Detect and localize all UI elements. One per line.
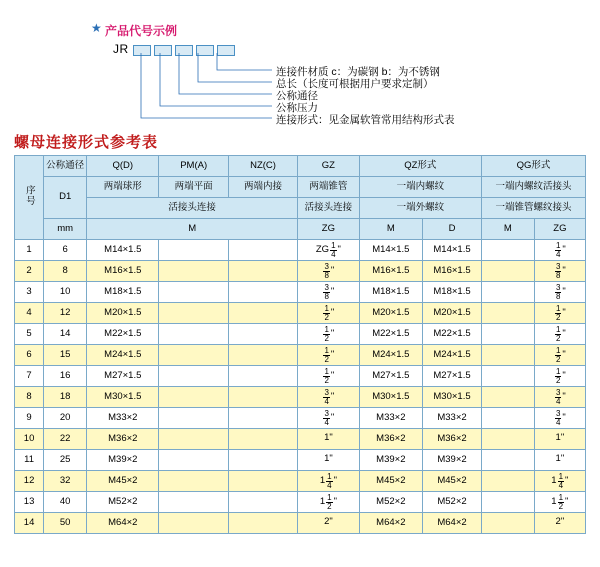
cell-qg-m bbox=[482, 408, 535, 429]
table-row bbox=[15, 366, 586, 387]
cell-gz: 1" bbox=[298, 450, 359, 471]
cell-qz-m: M20×1.5 bbox=[359, 303, 422, 324]
cell-dn: 40 bbox=[44, 492, 87, 513]
cell-gz: 1 $\frac{1}{2}$ " bbox=[298, 492, 359, 513]
cell-q: M22×1.5 bbox=[87, 324, 159, 345]
cell-qg-zg: $\frac{3}{4}$ " bbox=[534, 387, 585, 408]
cell-gz: $\frac{3}{4}$ " bbox=[298, 387, 359, 408]
cell-qz-m: M39×2 bbox=[359, 450, 422, 471]
product-code-prefix: JR bbox=[113, 42, 129, 56]
cell-qg-m bbox=[482, 450, 535, 471]
cell-seq: 7 bbox=[15, 366, 44, 387]
cell-nz bbox=[228, 261, 297, 282]
cell-qg-zg: 1" bbox=[534, 429, 585, 450]
header-group-type-6: 一端内螺纹活接头 bbox=[482, 177, 586, 198]
cell-dn: 6 bbox=[44, 240, 87, 261]
cell-pm bbox=[159, 387, 229, 408]
cell-qg-zg: 1 $\frac{1}{4}$ " bbox=[534, 471, 585, 492]
table-row bbox=[15, 513, 586, 534]
cell-q: M33×2 bbox=[87, 408, 159, 429]
cell-gz: $\frac{1}{2}$ " bbox=[298, 345, 359, 366]
header-dn-sub: D1 bbox=[44, 177, 87, 219]
header-group-code-6: QG形式 bbox=[482, 156, 586, 177]
cell-qg-zg: $\frac{3}{8}$ " bbox=[534, 261, 585, 282]
cell-gz: $\frac{1}{2}$ " bbox=[298, 303, 359, 324]
cell-qz-d: M33×2 bbox=[423, 408, 482, 429]
cell-qg-m bbox=[482, 471, 535, 492]
cell-dn: 32 bbox=[44, 471, 87, 492]
cell-q: M39×2 bbox=[87, 450, 159, 471]
cell-qg-m bbox=[482, 282, 535, 303]
cell-q: M20×1.5 bbox=[87, 303, 159, 324]
cell-dn: 18 bbox=[44, 387, 87, 408]
cell-nz bbox=[228, 240, 297, 261]
table-row bbox=[15, 471, 586, 492]
cell-qg-m bbox=[482, 324, 535, 345]
table-title: 螺母连接形式参考表 bbox=[14, 134, 159, 151]
cell-seq: 5 bbox=[15, 324, 44, 345]
cell-pm bbox=[159, 345, 229, 366]
cell-qz-m: M33×2 bbox=[359, 408, 422, 429]
table-row bbox=[15, 303, 586, 324]
header-dn-unit: mm bbox=[44, 219, 87, 240]
cell-qg-zg: $\frac{1}{2}$ " bbox=[534, 345, 585, 366]
cell-seq: 9 bbox=[15, 408, 44, 429]
cell-qg-m bbox=[482, 492, 535, 513]
cell-nz bbox=[228, 387, 297, 408]
cell-gz: ZG $\frac{1}{4}$ " bbox=[298, 240, 359, 261]
cell-q: M45×2 bbox=[87, 471, 159, 492]
cell-pm bbox=[159, 513, 229, 534]
cell-qz-m: M22×1.5 bbox=[359, 324, 422, 345]
cell-nz bbox=[228, 429, 297, 450]
cell-qg-m bbox=[482, 387, 535, 408]
table-row bbox=[15, 345, 586, 366]
cell-pm bbox=[159, 282, 229, 303]
cell-qz-d: M36×2 bbox=[423, 429, 482, 450]
cell-q: M24×1.5 bbox=[87, 345, 159, 366]
table-row bbox=[15, 408, 586, 429]
cell-seq: 14 bbox=[15, 513, 44, 534]
cell-qz-d: M52×2 bbox=[423, 492, 482, 513]
table-row bbox=[15, 492, 586, 513]
cell-qg-zg: 2" bbox=[534, 513, 585, 534]
cell-qz-m: M30×1.5 bbox=[359, 387, 422, 408]
cell-gz: 2" bbox=[298, 513, 359, 534]
cell-gz: $\frac{3}{4}$ " bbox=[298, 408, 359, 429]
cell-seq: 11 bbox=[15, 450, 44, 471]
cell-qz-d: M27×1.5 bbox=[423, 366, 482, 387]
cell-dn: 20 bbox=[44, 408, 87, 429]
cell-qz-d: M22×1.5 bbox=[423, 324, 482, 345]
header-unit-qz-m: M bbox=[359, 219, 422, 240]
table-row bbox=[15, 240, 586, 261]
cell-qg-zg: 1" bbox=[534, 450, 585, 471]
cell-nz bbox=[228, 492, 297, 513]
cell-qg-zg: $\frac{3}{8}$ " bbox=[534, 282, 585, 303]
cell-seq: 1 bbox=[15, 240, 44, 261]
table-header-row-3 bbox=[15, 198, 586, 219]
header-group-code-3: GZ bbox=[298, 156, 359, 177]
cell-qg-zg: 1 $\frac{1}{2}$ " bbox=[534, 492, 585, 513]
cell-dn: 8 bbox=[44, 261, 87, 282]
cell-qg-zg: $\frac{1}{2}$ " bbox=[534, 324, 585, 345]
table-row bbox=[15, 429, 586, 450]
cell-qz-m: M16×1.5 bbox=[359, 261, 422, 282]
cell-nz bbox=[228, 324, 297, 345]
cell-qz-m: M52×2 bbox=[359, 492, 422, 513]
cell-dn: 50 bbox=[44, 513, 87, 534]
legend-title: 产品代号示例 bbox=[105, 24, 178, 38]
cell-qz-d: M39×2 bbox=[423, 450, 482, 471]
header-group-type-2: 两端内接 bbox=[228, 177, 297, 198]
cell-qz-d: M14×1.5 bbox=[423, 240, 482, 261]
header-group-code-2: NZ(C) bbox=[228, 156, 297, 177]
cell-qg-zg: $\frac{1}{4}$ " bbox=[534, 240, 585, 261]
cell-seq: 2 bbox=[15, 261, 44, 282]
cell-q: M52×2 bbox=[87, 492, 159, 513]
cell-seq: 13 bbox=[15, 492, 44, 513]
cell-gz: $\frac{3}{8}$ " bbox=[298, 261, 359, 282]
cell-seq: 6 bbox=[15, 345, 44, 366]
cell-qz-m: M45×2 bbox=[359, 471, 422, 492]
cell-pm bbox=[159, 492, 229, 513]
header-group-join-0: 活接头连接 bbox=[87, 198, 298, 219]
cell-qz-d: M45×2 bbox=[423, 471, 482, 492]
cell-q: M14×1.5 bbox=[87, 240, 159, 261]
cell-nz bbox=[228, 303, 297, 324]
header-group-type-7: 一端锥管螺纹接头 bbox=[482, 198, 586, 219]
cell-qg-zg: $\frac{1}{2}$ " bbox=[534, 303, 585, 324]
product-code-legend bbox=[0, 0, 600, 128]
table-header-row-4 bbox=[15, 219, 586, 240]
cell-qz-m: M27×1.5 bbox=[359, 366, 422, 387]
cell-seq: 4 bbox=[15, 303, 44, 324]
legend-annotation-nominal-pressure: 公称压力 bbox=[276, 102, 318, 114]
cell-qg-m bbox=[482, 366, 535, 387]
cell-q: M64×2 bbox=[87, 513, 159, 534]
cell-seq: 3 bbox=[15, 282, 44, 303]
legend-annotation-connection-type: 连接形式：见金属软管常用结构形式表 bbox=[276, 114, 455, 126]
cell-q: M30×1.5 bbox=[87, 387, 159, 408]
cell-qz-m: M64×2 bbox=[359, 513, 422, 534]
header-seq: 序号 bbox=[15, 156, 44, 240]
header-unit-qz-d: D bbox=[423, 219, 482, 240]
cell-seq: 8 bbox=[15, 387, 44, 408]
cell-nz bbox=[228, 345, 297, 366]
cell-qz-m: M36×2 bbox=[359, 429, 422, 450]
cell-q: M27×1.5 bbox=[87, 366, 159, 387]
legend-annotation-material: 连接件材质 c：为碳钢 b：为不锈钢 bbox=[276, 66, 440, 78]
table-row bbox=[15, 282, 586, 303]
cell-gz: 1" bbox=[298, 429, 359, 450]
table-row bbox=[15, 261, 586, 282]
cell-nz bbox=[228, 450, 297, 471]
cell-qg-m bbox=[482, 261, 535, 282]
cell-qz-m: M14×1.5 bbox=[359, 240, 422, 261]
cell-nz bbox=[228, 282, 297, 303]
cell-dn: 14 bbox=[44, 324, 87, 345]
cell-qz-d: M64×2 bbox=[423, 513, 482, 534]
header-unit-qg-m: M bbox=[482, 219, 535, 240]
cell-q: M36×2 bbox=[87, 429, 159, 450]
header-group-type-1: 两端平面 bbox=[159, 177, 229, 198]
cell-qz-d: M20×1.5 bbox=[423, 303, 482, 324]
cell-pm bbox=[159, 429, 229, 450]
header-unit-zg: ZG bbox=[298, 219, 359, 240]
header-group-type-5: 一端外螺纹 bbox=[359, 198, 481, 219]
table-row bbox=[15, 387, 586, 408]
header-group-type-4: 一端内螺纹 bbox=[359, 177, 481, 198]
cell-qg-zg: $\frac{3}{4}$ " bbox=[534, 408, 585, 429]
cell-pm bbox=[159, 303, 229, 324]
header-group-code-1: PM(A) bbox=[159, 156, 229, 177]
cell-dn: 12 bbox=[44, 303, 87, 324]
cell-nz bbox=[228, 408, 297, 429]
cell-gz: 1 $\frac{1}{4}$ " bbox=[298, 471, 359, 492]
cell-pm bbox=[159, 324, 229, 345]
cell-qz-d: M16×1.5 bbox=[423, 261, 482, 282]
cell-pm bbox=[159, 408, 229, 429]
cell-qz-d: M18×1.5 bbox=[423, 282, 482, 303]
cell-qg-m bbox=[482, 303, 535, 324]
table-header-row-1 bbox=[15, 156, 586, 177]
cell-nz bbox=[228, 513, 297, 534]
cell-qg-m bbox=[482, 345, 535, 366]
cell-pm bbox=[159, 261, 229, 282]
cell-nz bbox=[228, 366, 297, 387]
legend-annotation-nominal-diameter: 公称通径 bbox=[276, 90, 318, 102]
table-header-row-2 bbox=[15, 177, 586, 198]
cell-nz bbox=[228, 471, 297, 492]
cell-dn: 16 bbox=[44, 366, 87, 387]
cell-dn: 10 bbox=[44, 282, 87, 303]
header-unit-m: M bbox=[87, 219, 298, 240]
cell-dn: 15 bbox=[44, 345, 87, 366]
cell-qz-m: M18×1.5 bbox=[359, 282, 422, 303]
header-group-join-3: 活接头连接 bbox=[298, 198, 359, 219]
cell-qz-m: M24×1.5 bbox=[359, 345, 422, 366]
cell-seq: 12 bbox=[15, 471, 44, 492]
table-row bbox=[15, 450, 586, 471]
header-group-code-4: QZ形式 bbox=[359, 156, 481, 177]
cell-qz-d: M24×1.5 bbox=[423, 345, 482, 366]
cell-pm bbox=[159, 450, 229, 471]
header-group-code-0: Q(D) bbox=[87, 156, 159, 177]
cell-gz: $\frac{3}{8}$ " bbox=[298, 282, 359, 303]
nut-connection-table bbox=[14, 155, 586, 534]
table-row bbox=[15, 324, 586, 345]
cell-qg-m bbox=[482, 513, 535, 534]
cell-seq: 10 bbox=[15, 429, 44, 450]
cell-qz-d: M30×1.5 bbox=[423, 387, 482, 408]
cell-pm bbox=[159, 366, 229, 387]
star-icon: ★ bbox=[91, 21, 102, 35]
header-dn-label: 公称通径 bbox=[44, 156, 87, 177]
cell-qg-m bbox=[482, 429, 535, 450]
cell-qg-m bbox=[482, 240, 535, 261]
cell-q: M18×1.5 bbox=[87, 282, 159, 303]
header-group-type-0: 两端球形 bbox=[87, 177, 159, 198]
header-unit-qg-zg: ZG bbox=[534, 219, 585, 240]
cell-pm bbox=[159, 240, 229, 261]
cell-qg-zg: $\frac{1}{2}$ " bbox=[534, 366, 585, 387]
cell-gz: $\frac{1}{2}$ " bbox=[298, 324, 359, 345]
cell-dn: 22 bbox=[44, 429, 87, 450]
legend-annotation-length: 总长（长度可根据用户要求定制） bbox=[276, 78, 434, 90]
cell-q: M16×1.5 bbox=[87, 261, 159, 282]
cell-gz: $\frac{1}{2}$ " bbox=[298, 366, 359, 387]
cell-pm bbox=[159, 471, 229, 492]
header-group-type-3: 两端锥管 bbox=[298, 177, 359, 198]
cell-dn: 25 bbox=[44, 450, 87, 471]
